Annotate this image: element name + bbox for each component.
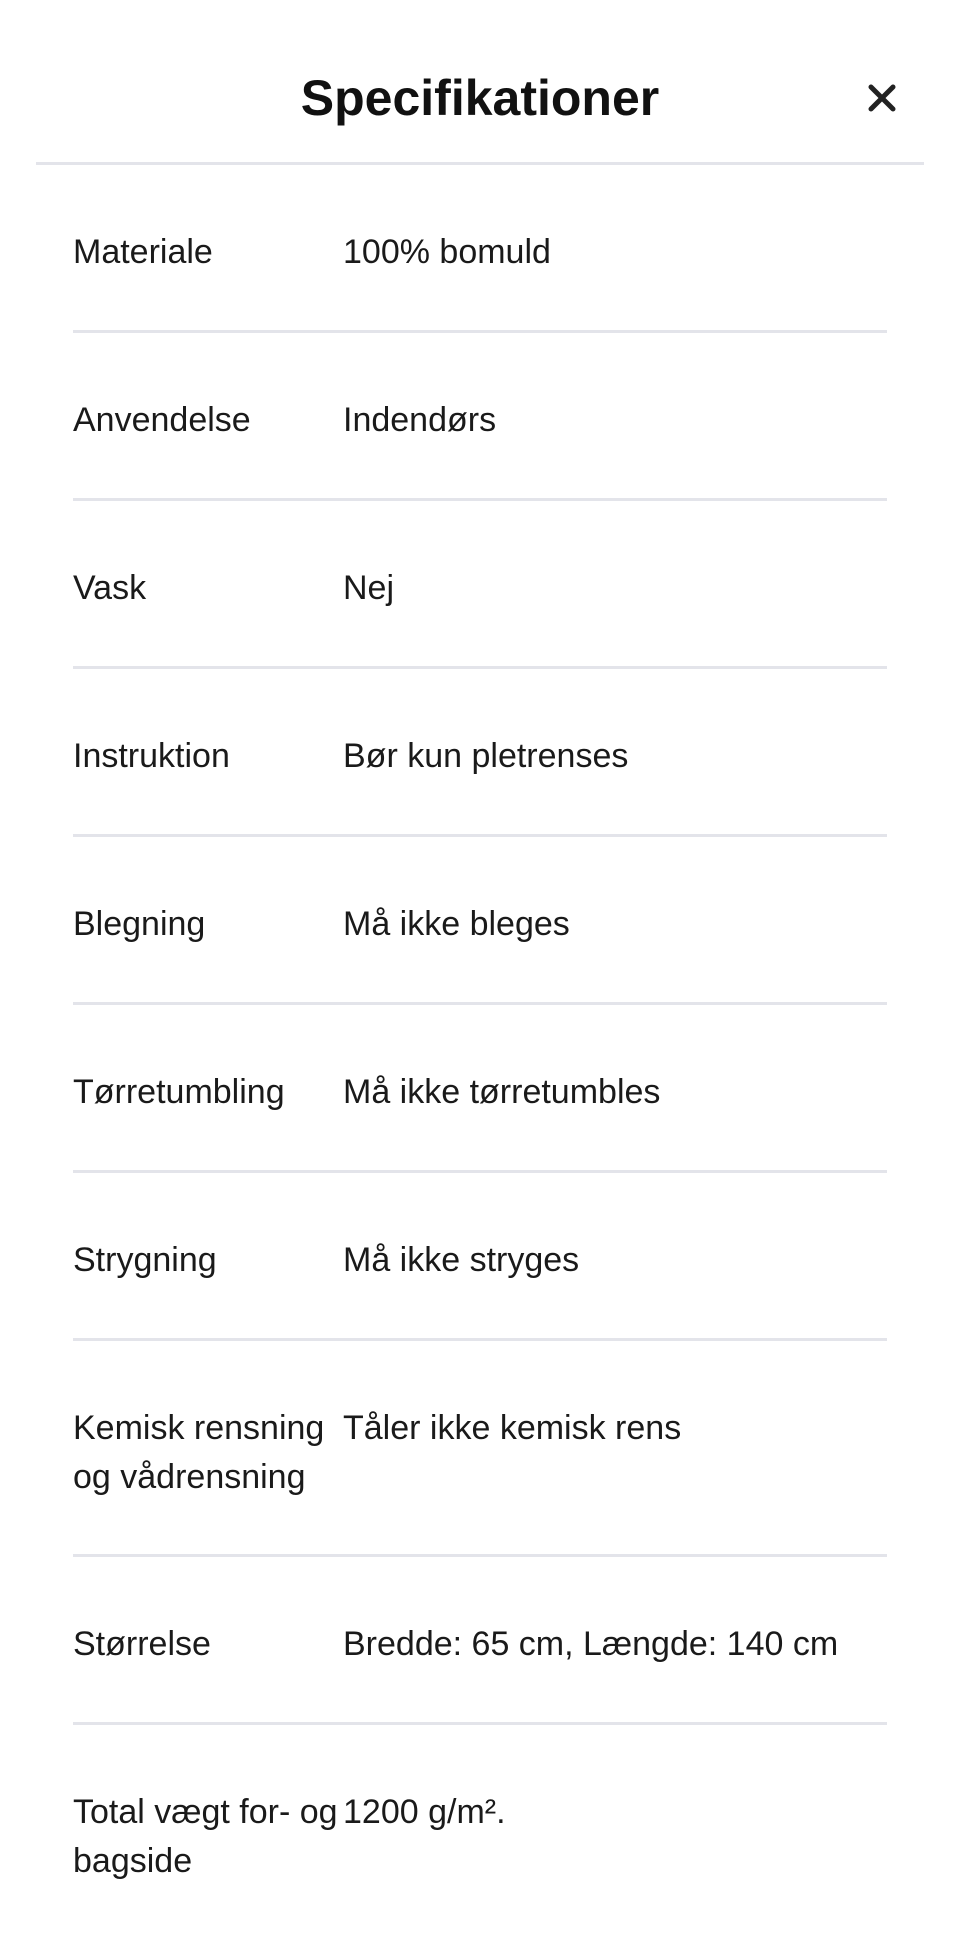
- spec-row-bleaching: [73, 837, 887, 1005]
- spec-value: Må ikke stryges: [343, 1241, 580, 1279]
- spec-row-dry-cleaning: [73, 1341, 887, 1557]
- spec-label: Kemisk rensning og vådrensning: [73, 1409, 325, 1496]
- spec-label: Vask: [73, 569, 147, 607]
- spec-value: Må ikke tørretumbles: [343, 1073, 661, 1111]
- spec-value: Bredde: 65 cm, Længde: 140 cm: [343, 1625, 839, 1663]
- spec-value: Nej: [343, 569, 395, 607]
- specifications-list: [73, 165, 887, 1941]
- spec-label: Total vægt for- og bagside: [73, 1793, 338, 1880]
- spec-label: Tørretumbling: [73, 1073, 285, 1111]
- spec-row-usage: [73, 333, 887, 501]
- page-title: Specifikationer: [300, 70, 660, 126]
- spec-label: Strygning: [73, 1241, 217, 1279]
- spec-label: Størrelse: [73, 1625, 211, 1663]
- spec-row-tumble-drying: [73, 1005, 887, 1173]
- spec-label: Blegning: [73, 905, 206, 943]
- close-icon: [862, 78, 902, 118]
- close-button[interactable]: [862, 78, 902, 118]
- spec-value: Indendørs: [343, 401, 497, 439]
- spec-value: Tåler ikke kemisk rens: [343, 1409, 682, 1447]
- spec-row-total-weight: [73, 1725, 887, 1941]
- spec-label: Anvendelse: [73, 401, 251, 439]
- sheet-header: [36, 0, 924, 165]
- spec-value: Må ikke bleges: [343, 905, 570, 943]
- spec-value: 1200 g/m².: [343, 1793, 506, 1831]
- spec-value: Bør kun pletrenses: [343, 737, 629, 775]
- spec-label: Materiale: [73, 233, 213, 271]
- spec-row-wash: [73, 501, 887, 669]
- spec-row-material: [73, 165, 887, 333]
- spec-row-size: [73, 1557, 887, 1725]
- spec-label: Instruktion: [73, 737, 230, 775]
- spec-value: 100% bomuld: [343, 233, 551, 271]
- spec-row-instruction: [73, 669, 887, 837]
- spec-row-ironing: [73, 1173, 887, 1341]
